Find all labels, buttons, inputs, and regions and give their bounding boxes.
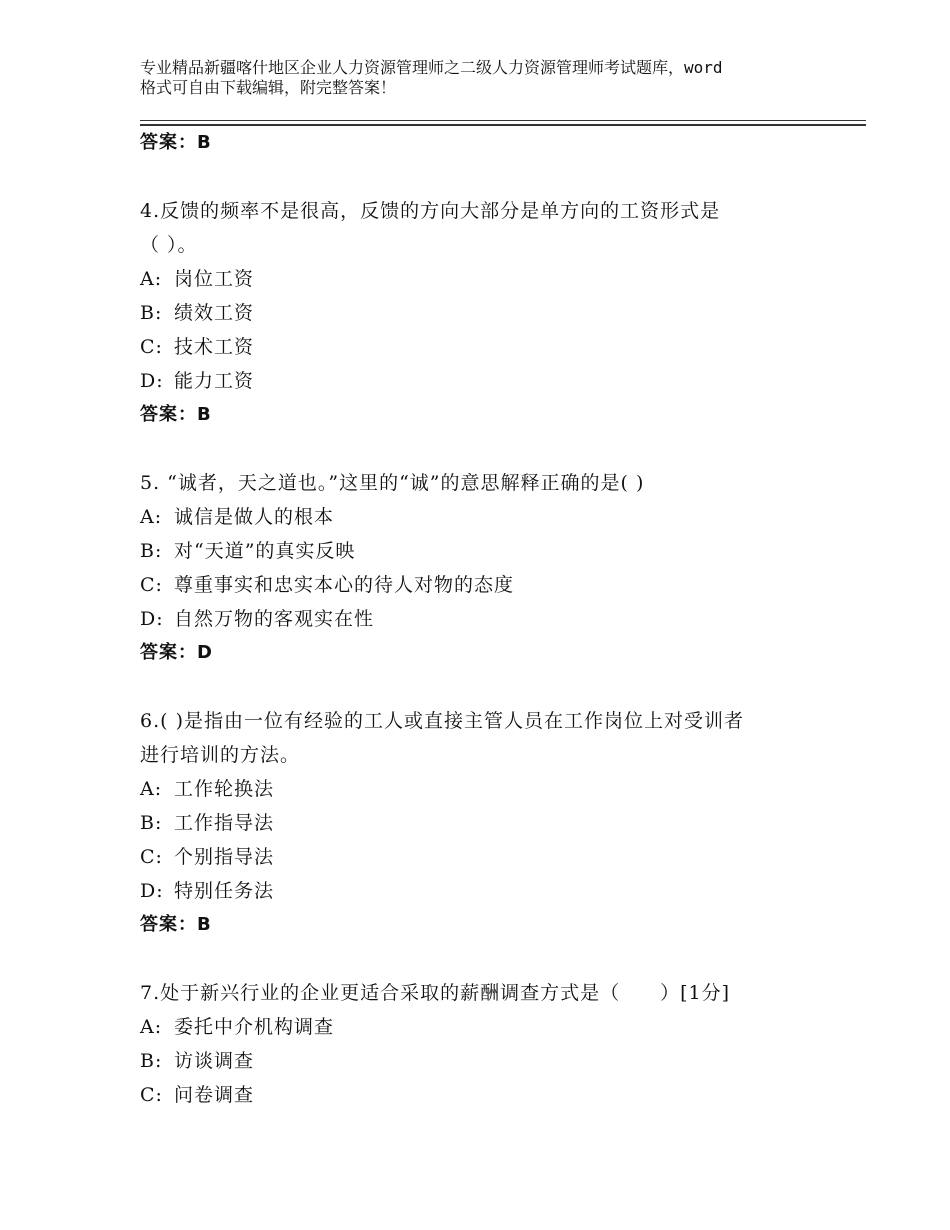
question-stem: 6.( )是指由一位有经验的工人或直接主管人员在工作岗位上对受训者 xyxy=(140,710,744,732)
spacer xyxy=(140,160,820,194)
question-block xyxy=(140,976,820,1112)
question-block xyxy=(140,466,820,670)
option-letter: D: xyxy=(140,608,164,630)
option-letter: C: xyxy=(140,846,163,868)
question-list xyxy=(140,126,820,1112)
option-text: 特别任务法 xyxy=(174,880,275,902)
answer-line: 答案：B xyxy=(140,132,212,153)
option-text: 个别指导法 xyxy=(174,846,275,868)
option-text: 绩效工资 xyxy=(174,302,255,324)
document-header xyxy=(140,58,840,98)
option-text: 尊重事实和忠实本心的待人对物的态度 xyxy=(174,574,515,596)
option-c xyxy=(140,1078,820,1112)
option-d xyxy=(140,602,820,636)
spacer xyxy=(140,670,820,704)
answer-line: 答案：B xyxy=(140,914,212,935)
spacer xyxy=(140,942,820,976)
question-stem: 5. “诚者，天之道也。”这里的“诚”的意思解释正确的是( ) xyxy=(140,472,645,494)
option-text: 对“天道”的真实反映 xyxy=(174,540,356,562)
option-letter: C: xyxy=(140,1084,163,1106)
option-letter: A: xyxy=(140,778,163,800)
question-stem-continued: （ ）。 xyxy=(140,234,198,256)
question-block xyxy=(140,704,820,942)
option-letter: C: xyxy=(140,574,163,596)
option-letter: D: xyxy=(140,370,164,392)
option-b xyxy=(140,806,820,840)
option-text: 诚信是做人的根本 xyxy=(174,506,335,528)
option-b xyxy=(140,534,820,568)
option-letter: A: xyxy=(140,1016,163,1038)
option-b xyxy=(140,296,820,330)
option-c xyxy=(140,840,820,874)
option-text: 岗位工资 xyxy=(174,268,255,290)
option-text: 自然万物的客观实在性 xyxy=(174,608,375,630)
option-a xyxy=(140,1010,820,1044)
option-text: 技术工资 xyxy=(174,336,255,358)
header-line-2: 格式可自由下载编辑，附完整答案！ xyxy=(140,78,397,97)
spacer xyxy=(140,432,820,466)
option-b xyxy=(140,1044,820,1078)
question-stem: 4.反馈的频率不是很高，反馈的方向大部分是单方向的工资形式是 xyxy=(140,200,721,222)
option-d xyxy=(140,364,820,398)
option-letter: A: xyxy=(140,506,163,528)
header-rule-thin xyxy=(140,120,866,121)
option-text: 委托中介机构调查 xyxy=(174,1016,335,1038)
option-text: 工作轮换法 xyxy=(174,778,275,800)
header-line-1: 专业精品新疆喀什地区企业人力资源管理师之二级人力资源管理师考试题库，word xyxy=(140,58,723,77)
option-letter: B: xyxy=(140,812,163,834)
option-c xyxy=(140,568,820,602)
question-block xyxy=(140,194,820,432)
option-letter: C: xyxy=(140,336,163,358)
option-text: 访谈调查 xyxy=(174,1050,255,1072)
option-text: 工作指导法 xyxy=(174,812,275,834)
option-a xyxy=(140,772,820,806)
answer-line: 答案：D xyxy=(140,642,213,663)
option-c xyxy=(140,330,820,364)
option-letter: B: xyxy=(140,1050,163,1072)
option-a xyxy=(140,500,820,534)
option-letter: D: xyxy=(140,880,164,902)
option-a xyxy=(140,262,820,296)
option-letter: B: xyxy=(140,302,163,324)
option-letter: B: xyxy=(140,540,163,562)
option-text: 问卷调查 xyxy=(174,1084,255,1106)
option-d xyxy=(140,874,820,908)
option-letter: A: xyxy=(140,268,163,290)
answer-line: 答案：B xyxy=(140,404,212,425)
question-stem-continued: 进行培训的方法。 xyxy=(140,744,301,766)
question-stem: 7.处于新兴行业的企业更适合采取的薪酬调查方式是（ ）[1分] xyxy=(140,982,731,1004)
option-text: 能力工资 xyxy=(174,370,255,392)
